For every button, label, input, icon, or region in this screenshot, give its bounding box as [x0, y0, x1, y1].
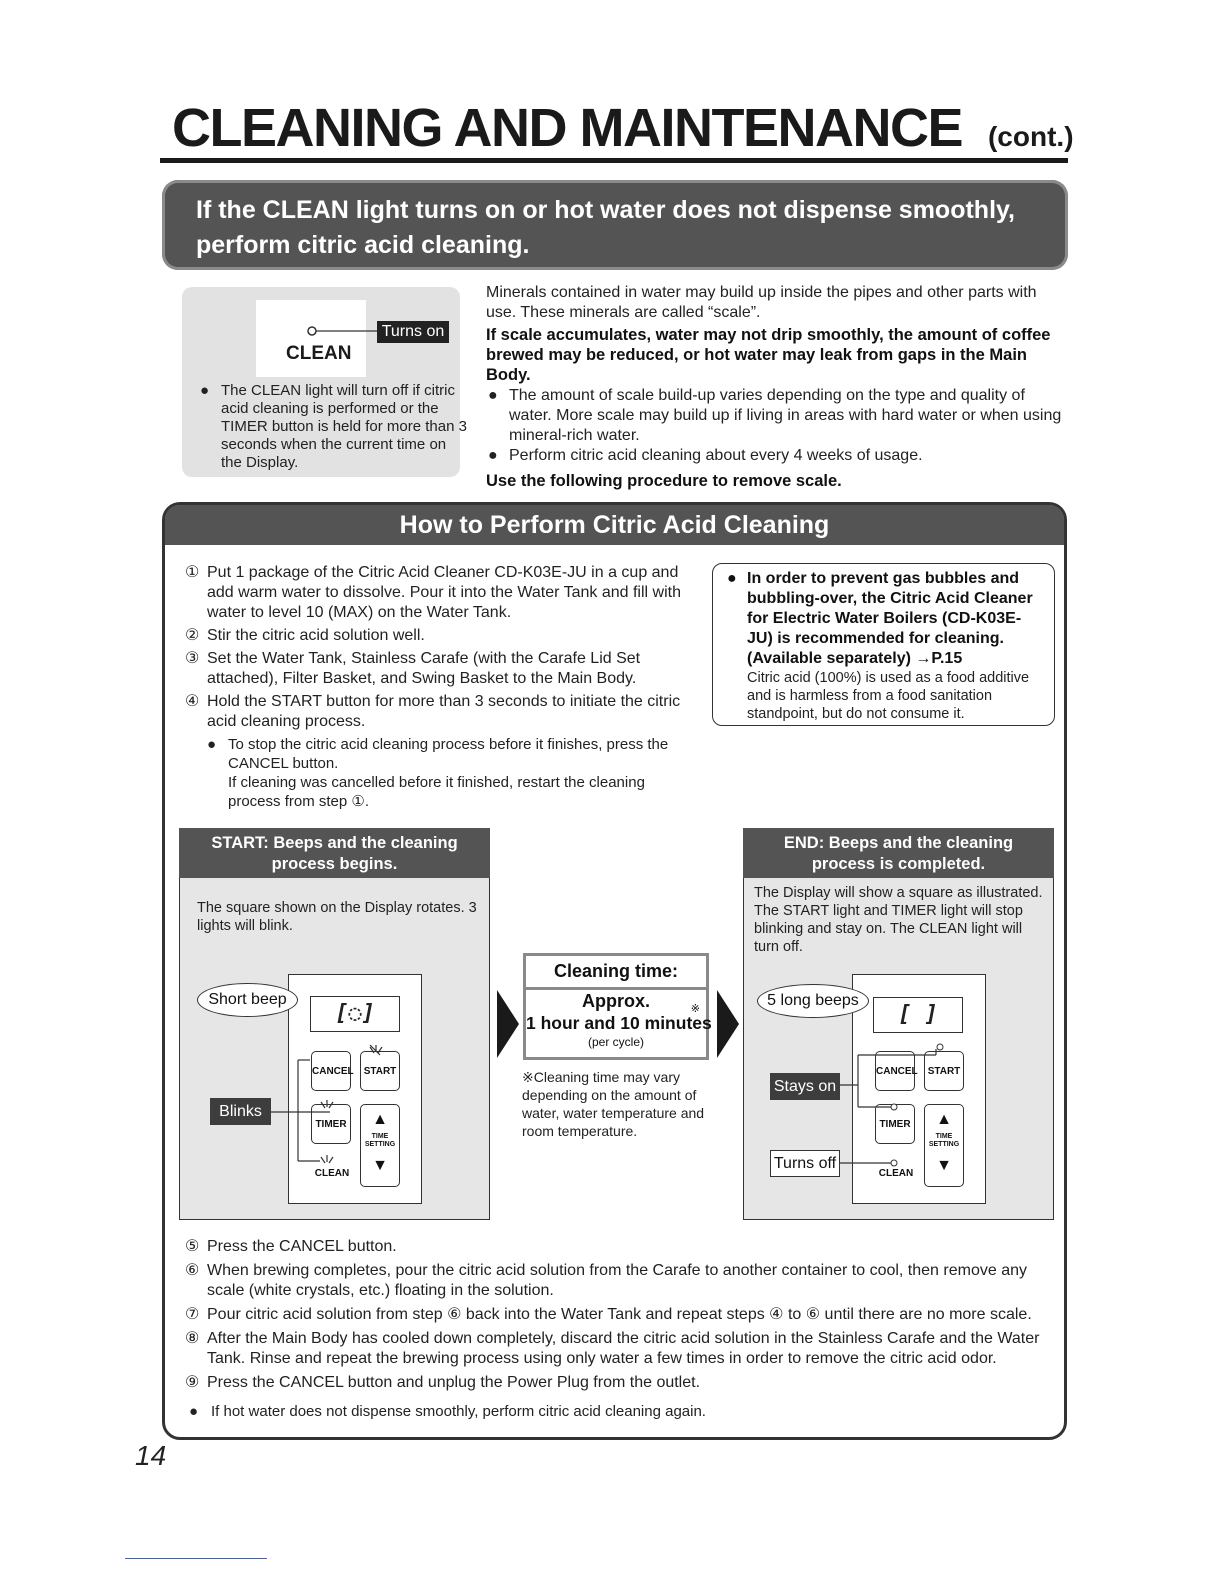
- cleaning-time-note: ※Cleaning time may vary depending on the amount of water, water temperature and room temperature.: [522, 1069, 705, 1139]
- duration-text: 1 hour and 10 minutes: [526, 1013, 712, 1033]
- cleaning-time-heading: Cleaning time:: [526, 956, 706, 990]
- clean-light-note: ● The CLEAN light will turn off if citric acid cleaning is performed or the TIMER button is held for more than 3 seconds when the current time on the Display.: [198, 382, 471, 472]
- final-note: ● If hot water does not dispense smoothly, perform citric acid cleaning again.: [187, 1402, 1065, 1422]
- step-item: [185, 692, 700, 732]
- step-item: [185, 563, 700, 623]
- step-item: [185, 1329, 1065, 1369]
- step-text: When brewing completes, pour the citric acid solution from the Carafe to another container to cool, then remove any scale (white crystals, etc.) floating in the solution.: [207, 1262, 1027, 1299]
- step-text: Put 1 package of the Citric Acid Cleaner CD-K03E-JU in a cup and add warm water to dissolve. Pour it into the Water Tank and fill with water to level 10 (MAX) on the Water Tank.: [207, 564, 681, 621]
- clean-light-leader-icon: [300, 322, 380, 340]
- down-arrow-icon: ▼: [372, 1157, 388, 1174]
- banner-line-2: perform citric acid cleaning.: [196, 231, 530, 259]
- intro-paragraph-1: Minerals contained in water may build up inside the pipes and other parts with use. These minerals are called “scale”.: [486, 284, 1037, 321]
- title-suffix: (cont.): [987, 121, 1074, 152]
- step-item: [185, 1373, 1065, 1393]
- approx-text: Approx.: [581, 991, 650, 1011]
- start-panel-heading: [179, 828, 490, 878]
- title-rule: [160, 158, 1068, 163]
- setting-label: SETTING: [928, 1141, 960, 1148]
- step-number: ⑤: [185, 1238, 200, 1255]
- step-text: Stir the citric acid solution well.: [207, 627, 425, 644]
- stays-on-tag: Stays on: [770, 1073, 840, 1100]
- step-number: ⑧: [185, 1330, 200, 1347]
- turns-on-tag: Turns on: [377, 321, 449, 343]
- procedure-heading: How to Perform Citric Acid Cleaning: [165, 505, 1064, 545]
- page-number: 14: [135, 1440, 167, 1471]
- up-arrow-icon: ▲: [372, 1111, 388, 1128]
- step-number: ⑦: [185, 1306, 200, 1323]
- start-display: [◌]: [310, 996, 400, 1032]
- setting-label: SETTING: [364, 1141, 396, 1148]
- step-number: ⑨: [185, 1374, 200, 1391]
- step-number: ⑥: [185, 1262, 200, 1279]
- start-button-illustration: START: [360, 1051, 400, 1091]
- start-panel-text: The square shown on the Display rotates. 3 lights will blink.: [197, 900, 477, 934]
- page-title: [172, 98, 1074, 167]
- note-bold: ● In order to prevent gas bubbles and bubbling-over, the Citric Acid Cleaner for Electric Water Boilers (CD-K03E-JU) is recommended for cleaning. (Available separately) →P.15: [725, 569, 1044, 669]
- step-number: ①: [185, 564, 200, 581]
- stop-note: [185, 735, 700, 811]
- steps-bottom: [185, 1237, 1065, 1422]
- step-text: Hold the START button for more than 3 seconds to initiate the citric acid cleaning process.: [207, 693, 681, 730]
- cancel-button-illustration: CANCEL: [875, 1051, 915, 1091]
- stop-note-line-1: ● To stop the citric acid cleaning process before it finishes, press the CANCEL button.: [228, 736, 669, 772]
- banner-line-1: If the CLEAN light turns on or hot water does not dispense smoothly,: [196, 196, 1016, 224]
- step-text: Press the CANCEL button and unplug the Power Plug from the outlet.: [207, 1374, 701, 1391]
- intro-procedure-lead: Use the following procedure to remove scale.: [486, 472, 842, 490]
- cleaning-time-body: [526, 990, 712, 1050]
- step-text: Pour citric acid solution from step ⑥ back into the Water Tank and repeat steps ④ to ⑥ until there are no more scale.: [207, 1306, 1032, 1323]
- intro-warning: If scale accumulates, water may not drip smoothly, the amount of coffee brewed may be reduced, or hot water may leak from gaps in the Main Body.: [486, 326, 1051, 384]
- clean-label: CLEAN: [286, 343, 352, 364]
- short-beep-callout: Short beep: [197, 983, 298, 1017]
- time-label: TIME: [371, 1133, 389, 1140]
- end-head-line-1: END: Beeps and the cleaning: [783, 834, 1014, 852]
- intro-text: [486, 283, 1066, 491]
- up-arrow-icon: ▲: [936, 1111, 952, 1128]
- turns-off-tag: Turns off: [770, 1150, 840, 1177]
- step-text: After the Main Body has cooled down completely, discard the citric acid solution in the Stainless Carafe and the Water Tank. Rinse and repeat the brewing process using only water a few times in order to remove the citric acid odor.: [207, 1330, 1040, 1367]
- timer-button-illustration: TIMER: [311, 1104, 351, 1144]
- step-item: [185, 626, 700, 646]
- step-number: ②: [185, 627, 200, 644]
- end-head-line-2: process is completed.: [811, 855, 986, 873]
- intro-bullet-1: ● The amount of scale build-up varies depending on the type and quality of water. More scale may build up if living in areas with hard water or when using mineral-rich water.: [486, 386, 1066, 446]
- note-regular: Citric acid (100%) is used as a food additive and is harmless from a food sanitation standpoint, but do not consume it.: [747, 670, 1030, 722]
- step-text: Set the Water Tank, Stainless Carafe (with the Carafe Lid Set attached), Filter Basket, and Swing Basket to the Main Body.: [207, 650, 641, 687]
- start-head-line-2: process begins.: [271, 855, 398, 873]
- timer-button-illustration: TIMER: [875, 1104, 915, 1144]
- end-panel-text: The Display will show a square as illustrated. The START light and TIMER light will stop blinking and stay on. The CLEAN light will turn off.: [754, 885, 1043, 955]
- end-panel-heading: [743, 828, 1054, 878]
- step-number: ④: [185, 693, 200, 710]
- footer-line: [125, 1558, 267, 1559]
- step-item: [185, 1261, 1065, 1301]
- step-number: ③: [185, 650, 200, 667]
- step-item: [185, 1305, 1065, 1325]
- step-text: Press the CANCEL button.: [207, 1238, 397, 1255]
- cleaner-recommendation-note: [712, 563, 1055, 726]
- reference-mark: ※: [690, 1003, 700, 1015]
- down-arrow-icon: ▼: [936, 1157, 952, 1174]
- start-head-line-1: START: Beeps and the cleaning: [211, 834, 458, 852]
- time-label: TIME: [935, 1133, 953, 1140]
- clean-indicator-label: CLEAN: [314, 1168, 350, 1179]
- stop-note-line-2: If cleaning was cancelled before it finished, restart the cleaning process from step ①.: [228, 774, 645, 810]
- step-item: [185, 649, 700, 689]
- clean-indicator-label: CLEAN: [878, 1168, 914, 1179]
- steps-top: [185, 563, 700, 811]
- arrow-right-icon: [717, 990, 739, 1058]
- per-cycle-text: (per cycle): [587, 1035, 644, 1049]
- title-text: CLEANING AND MAINTENANCE: [172, 98, 962, 158]
- end-display: [ ]: [873, 997, 963, 1033]
- long-beeps-callout: 5 long beeps: [757, 984, 869, 1018]
- step-item: [185, 1237, 1065, 1257]
- approx-line: [526, 990, 706, 1015]
- intro-bullet-2: ● Perform citric acid cleaning about every 4 weeks of usage.: [486, 446, 1066, 466]
- blinks-tag: Blinks: [210, 1098, 271, 1125]
- cancel-button-illustration: CANCEL: [311, 1051, 351, 1091]
- start-button-illustration: START: [924, 1051, 964, 1091]
- instruction-banner: [162, 180, 1068, 270]
- arrow-right-icon: [497, 990, 519, 1058]
